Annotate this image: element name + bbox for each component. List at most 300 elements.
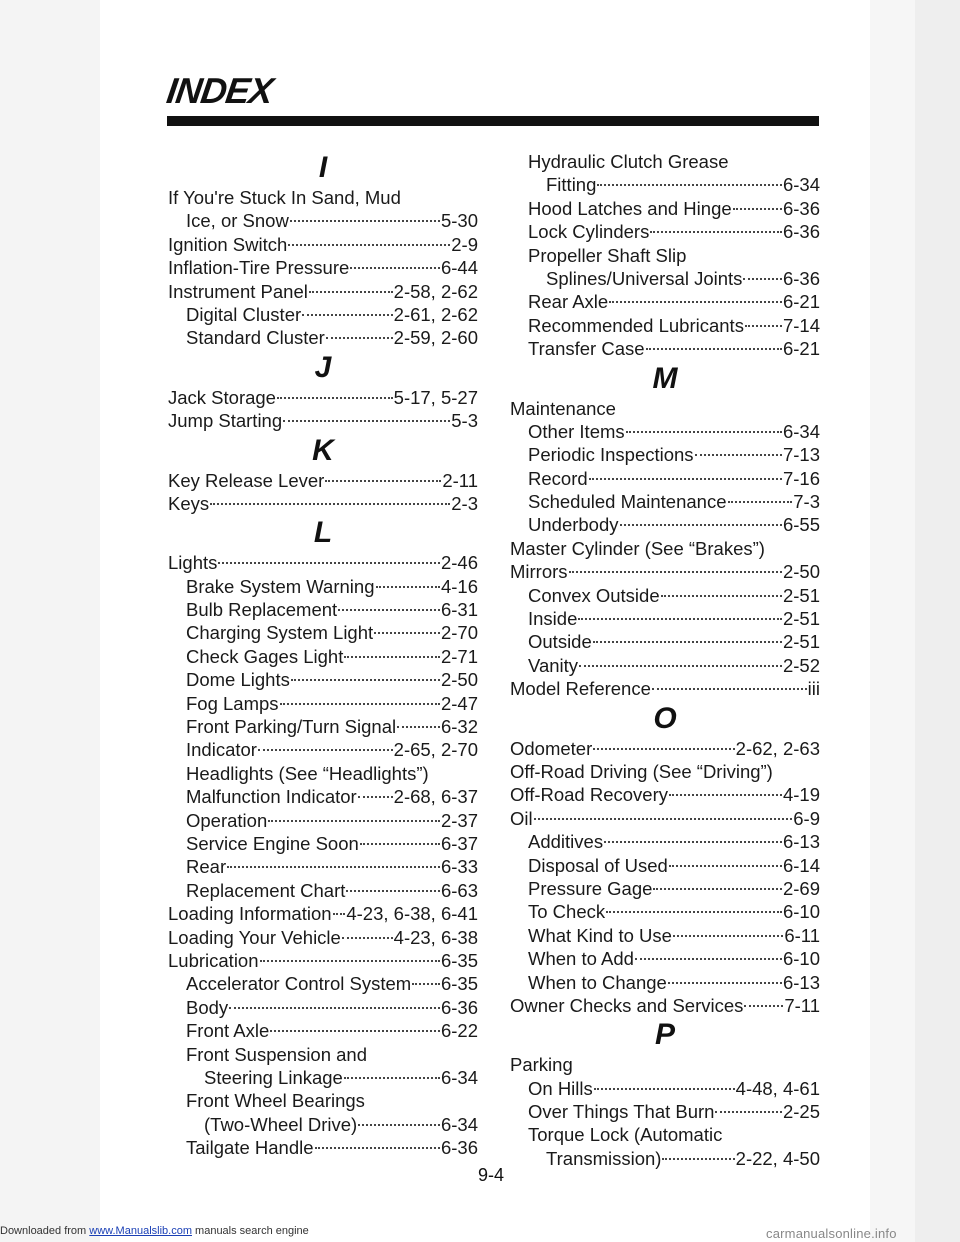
index-term: Inflation-Tire Pressure (168, 257, 350, 279)
index-entry (510, 1100, 820, 1123)
index-term: Scheduled Maintenance (528, 491, 727, 513)
index-entry (168, 233, 478, 256)
dot-leader (569, 571, 782, 573)
page-reference: 2-71 (440, 645, 478, 667)
index-term: Operation (186, 809, 268, 831)
index-entry (510, 900, 820, 923)
page-reference: 2-65, 2-70 (393, 739, 478, 761)
page-reference: 2-25 (782, 1101, 820, 1123)
index-term: Other Items (528, 420, 625, 442)
index-term: Splines/Universal Joints (546, 267, 743, 289)
index-term: Underbody (528, 514, 619, 536)
index-entry (510, 197, 820, 220)
index-entry (168, 209, 478, 232)
index-term: Steering Linkage (204, 1066, 343, 1088)
watermark-text: carmanualsonline.info (766, 1226, 897, 1241)
index-term: Standard Cluster (186, 327, 325, 349)
section-letter: I (318, 151, 328, 184)
section-letter: K (312, 433, 334, 467)
index-entry (168, 668, 478, 691)
index-entry (168, 855, 478, 878)
page-reference: 6-55 (782, 514, 820, 536)
index-entry (168, 621, 478, 644)
page-reference: 6-32 (440, 716, 478, 738)
dot-leader (646, 348, 782, 350)
index-entry (168, 949, 478, 972)
page-reference: 2-68, 6-37 (393, 786, 478, 808)
index-entry (510, 924, 820, 947)
page-reference: iii (807, 678, 820, 700)
dot-leader (350, 267, 440, 269)
index-term: Over Things That Burn (528, 1101, 715, 1123)
index-term: (Two-Wheel Drive) (204, 1113, 358, 1135)
index-entry (510, 467, 820, 490)
index-entry (168, 809, 478, 832)
dot-leader (326, 337, 393, 339)
index-term: Record (528, 467, 588, 489)
dot-leader (270, 1030, 440, 1032)
index-entry (510, 560, 820, 583)
page-number: 9-4 (478, 1165, 505, 1185)
index-entry (168, 469, 478, 492)
index-entry (510, 584, 820, 607)
index-term: Outside (528, 631, 592, 653)
index-term: Instrument Panel (168, 280, 308, 302)
dot-leader (652, 688, 807, 690)
page-reference: 2-46 (440, 552, 478, 574)
index-term: Charging System Light (186, 622, 374, 644)
index-entry (168, 879, 478, 902)
index-entry (510, 1053, 820, 1076)
download-footer (0, 1225, 309, 1237)
dot-leader (360, 843, 440, 845)
index-term: If You're Stuck In Sand, Mud (168, 187, 401, 208)
dot-leader (325, 480, 441, 482)
page-reference: 7-3 (793, 491, 820, 513)
dot-leader (342, 937, 393, 939)
dot-leader (333, 913, 346, 915)
index-entry (510, 654, 820, 677)
section-letter: P (654, 1018, 675, 1052)
page-reference: 4-48, 4-61 (735, 1077, 820, 1099)
index-term: Dome Lights (186, 669, 290, 691)
page-reference: 6-34 (782, 420, 820, 442)
index-entry (510, 513, 820, 536)
page-reference: 6-34 (782, 174, 820, 196)
index-term: Additives (528, 831, 604, 853)
page-reference: 6-10 (782, 948, 820, 970)
index-entry (168, 926, 478, 949)
page-reference: 2-50 (782, 561, 820, 583)
page-reference: 2-37 (440, 809, 478, 831)
index-term: Model Reference (510, 678, 651, 700)
dot-leader (338, 609, 440, 611)
index-term: Fog Lamps (186, 692, 279, 714)
index-term: Indicator (186, 739, 257, 761)
index-term: Loading Your Vehicle (168, 926, 341, 948)
dot-leader (358, 1124, 440, 1126)
dot-leader (227, 866, 440, 868)
index-entry (510, 1147, 820, 1170)
page-reference: 6-36 (440, 1137, 478, 1159)
index-entry (168, 280, 478, 303)
index-term: Periodic Inspections (528, 444, 694, 466)
index-term: Hydraulic Clutch Grease (528, 151, 729, 172)
page-reference: 4-23, 6-38 (393, 926, 478, 948)
dot-leader (376, 586, 440, 588)
page-reference: 2-3 (451, 492, 478, 514)
page-reference: 6-36 (782, 197, 820, 219)
index-entry (510, 877, 820, 900)
page-reference: 2-51 (782, 584, 820, 606)
index-term: Check Gages Light (186, 645, 344, 667)
dot-leader (291, 679, 440, 681)
page-reference: 4-16 (440, 575, 478, 597)
page-reference: 6-35 (440, 973, 478, 995)
index-entry (168, 715, 478, 738)
manualslib-link[interactable]: www.Manualslib.com (89, 1225, 192, 1237)
index-entry (510, 737, 820, 760)
page-reference: 6-13 (782, 831, 820, 853)
index-entry (168, 492, 478, 515)
dot-leader (669, 794, 782, 796)
index-entry (510, 220, 820, 243)
dot-leader (606, 911, 782, 913)
page-reference: 2-11 (442, 469, 478, 491)
index-term: Rear Axle (528, 291, 609, 313)
index-term: What Kind to Use (528, 924, 672, 946)
dot-leader (653, 888, 782, 890)
index-term: Torque Lock (Automatic (528, 1124, 723, 1146)
dot-leader (397, 726, 440, 728)
dot-leader (662, 1158, 734, 1160)
page-reference: 6-10 (782, 901, 820, 923)
index-term: When to Add (528, 948, 634, 970)
dot-leader (728, 501, 793, 503)
index-entry (510, 290, 820, 313)
index-entry (168, 996, 478, 1019)
dot-leader (650, 231, 782, 233)
index-entry (510, 337, 820, 360)
section-letter: L (313, 516, 333, 550)
index-term: Owner Checks and Services (510, 994, 744, 1016)
section-letter: O (653, 701, 677, 735)
index-entry (168, 186, 478, 209)
dot-leader (733, 208, 782, 210)
page-reference: 6-36 (782, 267, 820, 289)
page-reference: 6-35 (440, 949, 478, 971)
index-term: Ice, or Snow (186, 210, 289, 232)
index-term: Mirrors (510, 561, 568, 583)
footer-prefix: Downloaded from (0, 1225, 90, 1237)
page-reference: 6-22 (440, 1020, 478, 1042)
dot-leader (594, 1088, 735, 1090)
page-reference: 6-21 (782, 291, 820, 313)
page-reference: 2-9 (451, 233, 478, 255)
index-term: Vanity (528, 654, 579, 676)
index-entry (510, 443, 820, 466)
index-term: Malfunction Indicator (186, 786, 357, 808)
index-column-right (510, 150, 820, 1170)
dot-leader (620, 524, 782, 526)
dot-leader (309, 291, 393, 293)
page-reference: 7-16 (782, 467, 820, 489)
index-term: Replacement Chart (186, 879, 346, 901)
page-reference: 6-31 (440, 599, 478, 621)
index-entry (510, 947, 820, 970)
index-term: Jump Starting (168, 410, 283, 432)
index-term: Lock Cylinders (528, 221, 650, 243)
index-entry (510, 397, 820, 420)
index-entry (510, 854, 820, 877)
dot-leader (635, 958, 782, 960)
dot-leader (358, 796, 393, 798)
dot-leader (283, 420, 450, 422)
index-entry (168, 785, 478, 808)
index-term: Accelerator Control System (186, 973, 412, 995)
index-entry (168, 832, 478, 855)
dot-leader (277, 397, 393, 399)
dot-leader (669, 865, 782, 867)
dot-leader (743, 278, 782, 280)
index-entry (168, 762, 478, 785)
dot-leader (315, 1147, 440, 1149)
page-reference: 6-36 (782, 221, 820, 243)
index-entry (510, 173, 820, 196)
index-entry (510, 994, 820, 1017)
page-reference: 2-58, 2-62 (393, 280, 478, 302)
page-reference: 6-63 (440, 879, 478, 901)
index-term: Inside (528, 608, 578, 630)
index-term: Disposal of Used (528, 854, 668, 876)
index-term: Hood Latches and Hinge (528, 197, 732, 219)
index-entry (168, 1019, 478, 1042)
index-term: Maintenance (510, 397, 616, 419)
index-entry (168, 303, 478, 326)
page-reference: 6-21 (782, 338, 820, 360)
dot-leader (268, 820, 440, 822)
index-term: Jack Storage (168, 386, 276, 408)
index-term: Transfer Case (528, 338, 645, 360)
dot-leader (344, 656, 440, 658)
index-entry (510, 607, 820, 630)
index-term: Bulb Replacement (186, 599, 338, 621)
index-entry (510, 783, 820, 806)
page-reference: 2-70 (440, 622, 478, 644)
index-entry (168, 1089, 478, 1112)
dot-leader (745, 325, 782, 327)
index-term: Brake System Warning (186, 575, 375, 597)
dot-leader (673, 935, 783, 937)
section-letter: J (314, 350, 332, 384)
index-term: Loading Information (168, 903, 332, 925)
section-letter: M (652, 361, 678, 395)
page-reference: 5-17, 5-27 (393, 386, 478, 408)
dot-leader (229, 1007, 440, 1009)
page-margin-left (0, 0, 100, 1242)
dot-leader (593, 641, 782, 643)
dot-leader (534, 818, 793, 820)
index-term: When to Change (528, 971, 667, 993)
dot-leader (288, 244, 450, 246)
index-entry (168, 972, 478, 995)
index-entry (168, 409, 478, 432)
page-reference: 2-22, 4-50 (735, 1147, 820, 1169)
dot-leader (290, 220, 440, 222)
index-entry (168, 645, 478, 668)
index-entry (510, 537, 820, 560)
dot-leader (302, 314, 393, 316)
index-entry (510, 244, 820, 267)
dot-leader (604, 841, 782, 843)
index-term: Lights (168, 552, 218, 574)
page-reference: 6-9 (793, 807, 820, 829)
dot-leader (374, 632, 440, 634)
index-entry (168, 551, 478, 574)
page-reference: 5-30 (440, 210, 478, 232)
index-entry (510, 971, 820, 994)
dot-leader (258, 749, 393, 751)
page-reference: 6-13 (782, 971, 820, 993)
page-reference: 2-51 (782, 631, 820, 653)
page-reference: 7-14 (782, 314, 820, 336)
index-entry (510, 267, 820, 290)
index-term: Parking (510, 1054, 573, 1076)
page-reference: 2-51 (782, 608, 820, 630)
dot-leader (210, 503, 450, 505)
index-entry (168, 575, 478, 598)
index-term: Odometer (510, 737, 593, 759)
index-entry (510, 314, 820, 337)
index-entry (168, 1066, 478, 1089)
index-term: Off-Road Driving (See “Driving”) (510, 760, 773, 782)
page-reference: 4-19 (782, 784, 820, 806)
index-entry (510, 1077, 820, 1100)
index-term: Tailgate Handle (186, 1137, 314, 1159)
page-reference: 2-59, 2-60 (393, 327, 478, 349)
page-margin-right (870, 0, 915, 1242)
index-entry (168, 326, 478, 349)
footer-suffix: manuals search engine (191, 1225, 309, 1237)
index-term: Front Axle (186, 1020, 270, 1042)
page-reference: 2-61, 2-62 (393, 303, 478, 325)
page-reference: 4-23, 6-38, 6-41 (346, 903, 478, 925)
index-term: Convex Outside (528, 584, 660, 606)
page-reference: 6-37 (440, 832, 478, 854)
index-term: Digital Cluster (186, 303, 302, 325)
index-term: Ignition Switch (168, 233, 288, 255)
index-term: Transmission) (546, 1147, 662, 1169)
index-term: Propeller Shaft Slip (528, 244, 687, 266)
index-term: On Hills (528, 1077, 593, 1099)
dot-leader (626, 431, 782, 433)
index-entry (510, 760, 820, 783)
index-term: Rear (186, 856, 227, 878)
index-term: Front Parking/Turn Signal (186, 716, 397, 738)
dot-leader (695, 454, 782, 456)
dot-leader (668, 982, 782, 984)
dot-leader (218, 562, 440, 564)
index-term: Headlights (See “Headlights”) (186, 762, 429, 784)
index-term: Master Cylinder (See “Brakes”) (510, 537, 765, 559)
index-term: Service Engine Soon (186, 832, 359, 854)
page-reference: 5-3 (451, 410, 478, 432)
index-term: Pressure Gage (528, 877, 653, 899)
page-reference: 6-14 (782, 854, 820, 876)
index-term: To Check (528, 901, 606, 923)
index-term: Keys (168, 492, 210, 514)
dot-leader (412, 983, 440, 985)
index-term: Body (186, 996, 229, 1018)
index-column-left (168, 150, 478, 1159)
page-reference: 6-34 (440, 1113, 478, 1135)
index-term: Lubrication (168, 949, 259, 971)
dot-leader (744, 1005, 783, 1007)
index-term: Key Release Lever (168, 469, 325, 491)
index-entry (510, 630, 820, 653)
index-entry (168, 1136, 478, 1159)
index-term: Oil (510, 807, 533, 829)
dot-leader (609, 301, 782, 303)
index-term: Off-Road Recovery (510, 784, 668, 806)
index-entry (168, 902, 478, 925)
page-title: INDEX (164, 70, 275, 111)
dot-leader (578, 618, 782, 620)
page-reference: 7-13 (782, 444, 820, 466)
page-reference: 2-50 (440, 669, 478, 691)
dot-leader (260, 960, 440, 962)
dot-leader (589, 478, 782, 480)
page-reference: 6-11 (784, 924, 820, 946)
dot-leader (346, 890, 440, 892)
index-entry (510, 807, 820, 830)
index-entry (168, 598, 478, 621)
title-rule (167, 116, 819, 126)
index-term: Front Wheel Bearings (186, 1090, 365, 1112)
dot-leader (579, 665, 782, 667)
index-entry (510, 830, 820, 853)
index-entry (510, 490, 820, 513)
index-entry (510, 420, 820, 443)
page-reference: 2-47 (440, 692, 478, 714)
index-entry (510, 1123, 820, 1146)
index-entry (510, 150, 820, 173)
index-term: Fitting (546, 174, 597, 196)
index-entry (168, 1043, 478, 1066)
dot-leader (661, 595, 782, 597)
index-entry (510, 677, 820, 700)
dot-leader (597, 184, 782, 186)
index-entry (168, 692, 478, 715)
index-entry (168, 256, 478, 279)
index-entry (168, 1113, 478, 1136)
dot-leader (715, 1111, 782, 1113)
index-term: Recommended Lubricants (528, 314, 744, 336)
index-entry (168, 386, 478, 409)
dot-leader (593, 748, 734, 750)
dot-leader (280, 703, 440, 705)
index-term: Front Suspension and (186, 1043, 368, 1065)
index-entry (168, 738, 478, 761)
dot-leader (344, 1077, 440, 1079)
page-reference: 2-62, 2-63 (735, 737, 820, 759)
page-reference: 6-44 (440, 257, 478, 279)
page-reference: 7-11 (784, 994, 820, 1016)
page-reference: 6-36 (440, 996, 478, 1018)
page-reference: 6-33 (440, 856, 478, 878)
page-reference: 6-34 (440, 1066, 478, 1088)
page-reference: 2-69 (782, 877, 820, 899)
